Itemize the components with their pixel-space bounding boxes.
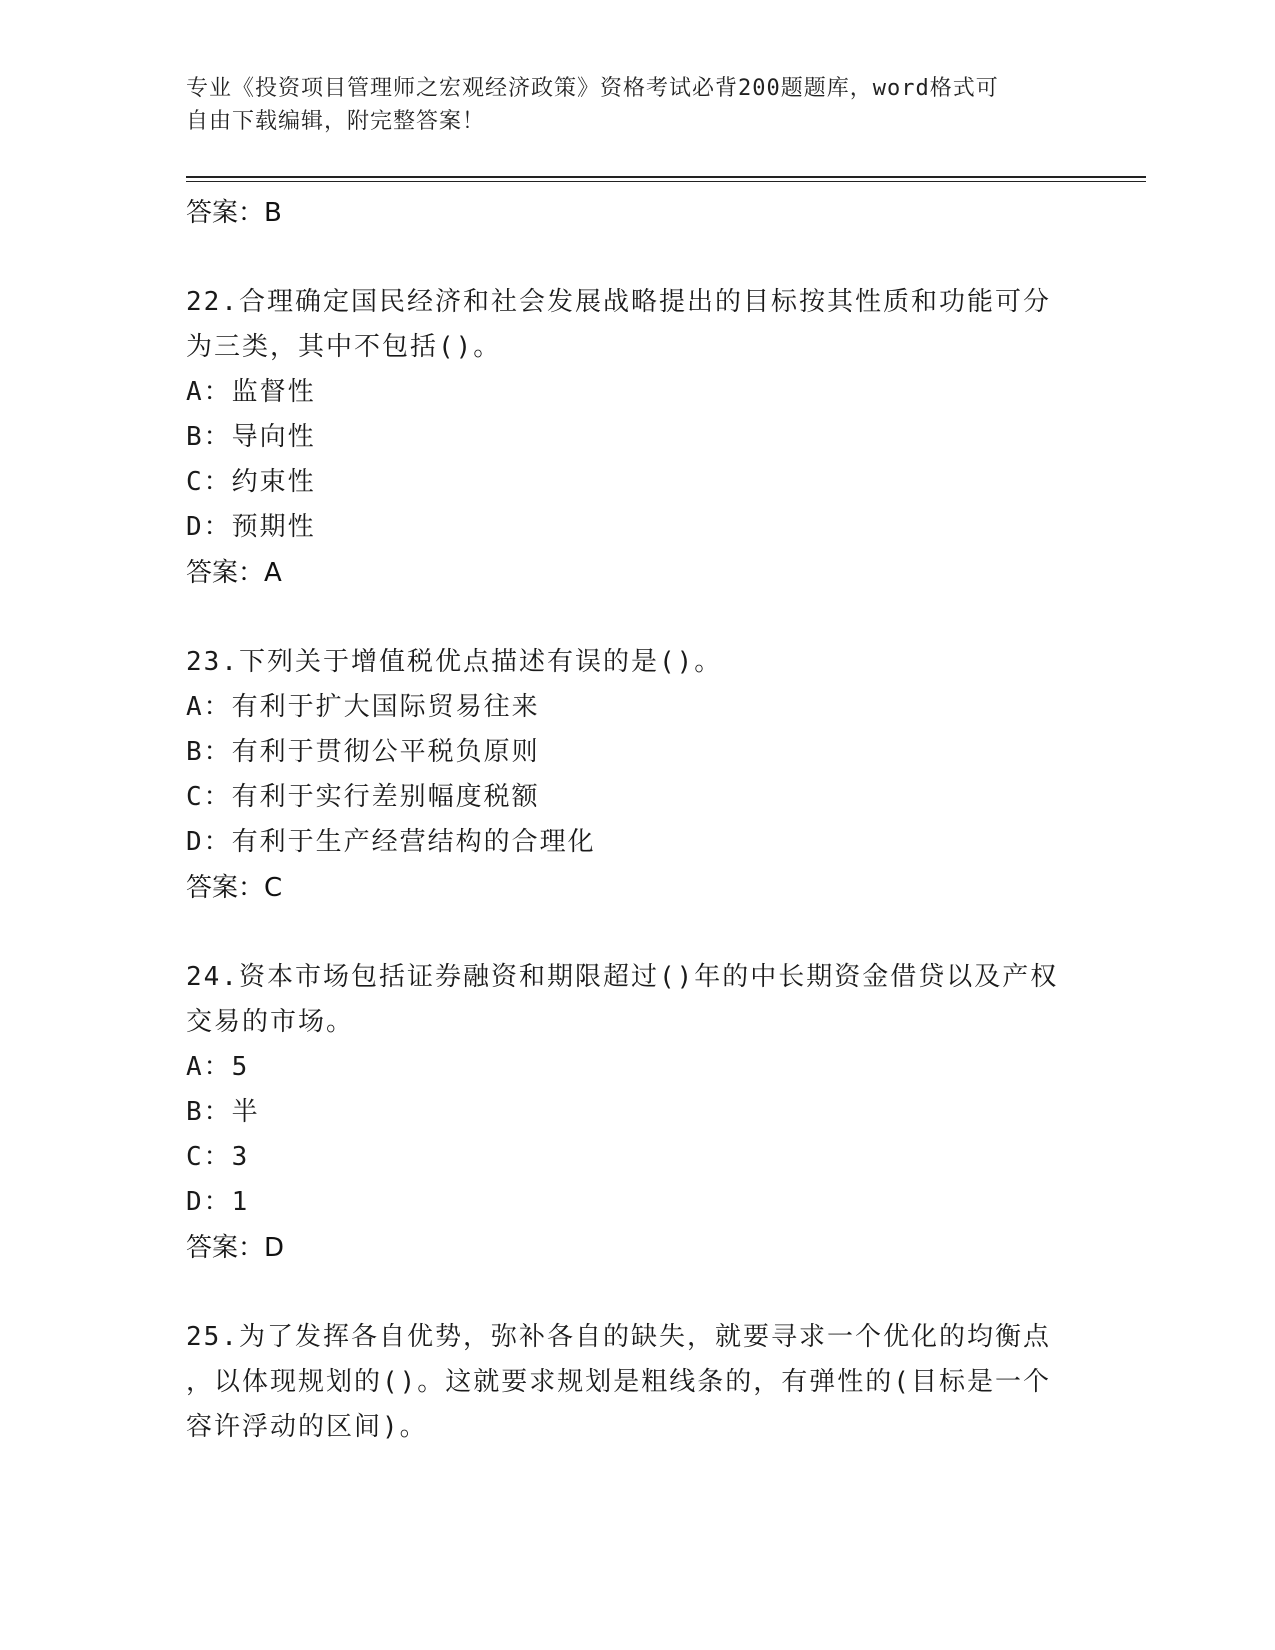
- answer-line: 答案：C: [186, 873, 283, 903]
- question-stem-line: 23.下列关于增值税优点描述有误的是()。: [186, 647, 723, 677]
- spacer: [186, 236, 1086, 280]
- question-item: [186, 1315, 1086, 1450]
- option-c: C：有利于实行差别幅度税额: [186, 782, 540, 812]
- question-stem-line: ，以体现规划的()。这就要求规划是粗线条的，有弹性的(目标是一个: [186, 1367, 1051, 1397]
- option-b: B：导向性: [186, 422, 316, 452]
- question-list: [186, 186, 1086, 1450]
- question-item: [186, 640, 1086, 911]
- option-b: B：半: [186, 1097, 260, 1127]
- spacer: [186, 1271, 1086, 1315]
- option-a: A：5: [186, 1052, 250, 1082]
- header-rule-thin: [186, 181, 1146, 182]
- option-a: A：有利于扩大国际贸易往来: [186, 692, 540, 722]
- header-line-2: 自由下载编辑，附完整答案！: [186, 109, 486, 134]
- question-item: [186, 955, 1086, 1271]
- question-stem-line: 容许浮动的区间)。: [186, 1412, 428, 1442]
- option-c: C：约束性: [186, 467, 316, 497]
- header-rule-thick: [186, 176, 1146, 178]
- spacer: [186, 596, 1086, 640]
- option-c: C：3: [186, 1142, 250, 1172]
- answer-line: 答案：B: [186, 198, 282, 228]
- spacer: [186, 911, 1086, 955]
- option-a: A：监督性: [186, 377, 316, 407]
- question-stem-line: 交易的市场。: [186, 1007, 355, 1037]
- option-d: D：预期性: [186, 512, 316, 542]
- question-stem-line: 24.资本市场包括证券融资和期限超过()年的中长期资金借贷以及产权: [186, 962, 1059, 992]
- question-item: [186, 280, 1086, 596]
- question-stem-line: 25.为了发挥各自优势，弥补各自的缺失，就要寻求一个优化的均衡点: [186, 1322, 1051, 1352]
- question-stem-line: 为三类，其中不包括()。: [186, 332, 502, 362]
- option-d: D：1: [186, 1187, 250, 1217]
- header-line-1: 专业《投资项目管理师之宏观经济政策》资格考试必背200题题库，word格式可: [186, 76, 999, 101]
- option-b: B：有利于贯彻公平税负原则: [186, 737, 540, 767]
- answer-line: 答案：D: [186, 1233, 285, 1263]
- option-d: D：有利于生产经营结构的合理化: [186, 827, 596, 857]
- answer-line: 答案：A: [186, 558, 282, 588]
- page-header: [186, 72, 1086, 138]
- question-stem-line: 22.合理确定国民经济和社会发展战略提出的目标按其性质和功能可分: [186, 287, 1051, 317]
